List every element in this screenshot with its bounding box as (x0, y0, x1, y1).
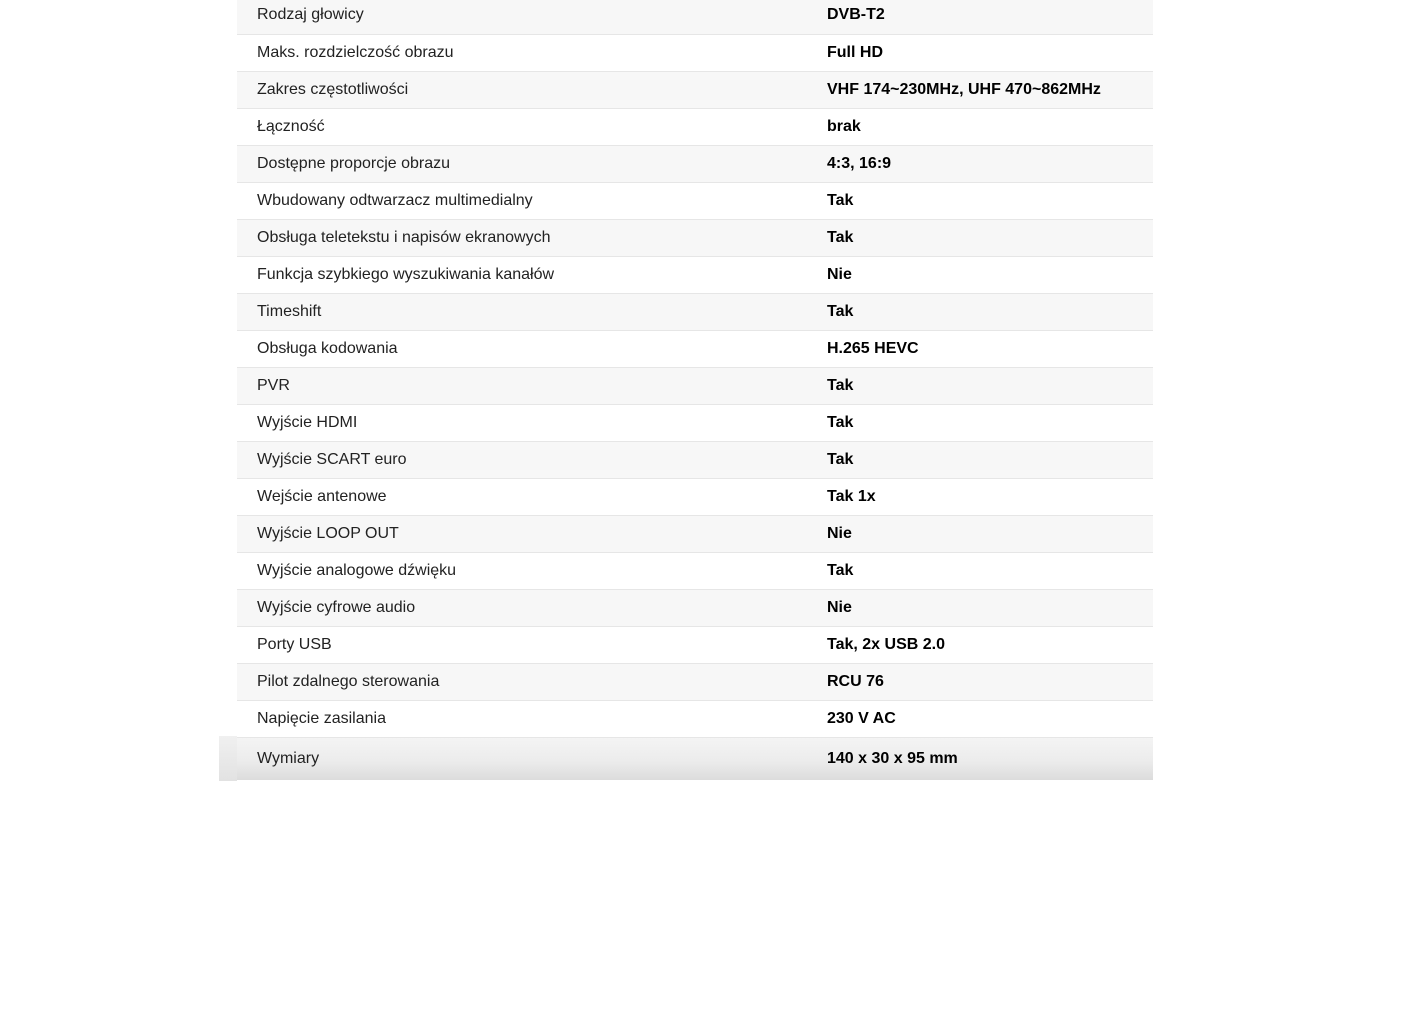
spec-label: Wyjście LOOP OUT (237, 515, 827, 552)
spec-label: PVR (237, 367, 827, 404)
spec-value: Nie (827, 589, 1153, 626)
table-row (237, 441, 1153, 478)
spec-value: 140 x 30 x 95 mm (827, 749, 958, 767)
spec-value: DVB-T2 (827, 0, 1153, 34)
spec-label: Funkcja szybkiego wyszukiwania kanałów (237, 256, 827, 293)
spec-value: Tak (827, 367, 1153, 404)
table-row (237, 0, 1153, 34)
spec-label: Obsługa kodowania (237, 330, 827, 367)
spec-label: Obsługa teletekstu i napisów ekranowych (237, 219, 827, 256)
spec-label: Wyjście SCART euro (237, 441, 827, 478)
spec-value: VHF 174~230MHz, UHF 470~862MHz (827, 71, 1153, 108)
table-row (237, 663, 1153, 700)
table-row (237, 293, 1153, 330)
spec-value: RCU 76 (827, 663, 1153, 700)
table-row (237, 71, 1153, 108)
table-row (237, 108, 1153, 145)
spec-value: Nie (827, 515, 1153, 552)
spec-value: brak (827, 108, 1153, 145)
spec-value: H.265 HEVC (827, 330, 1153, 367)
spec-label: Wyjście analogowe dźwięku (237, 552, 827, 589)
spec-value: Tak (827, 404, 1153, 441)
spec-value: Tak (827, 182, 1153, 219)
spec-label: Napięcie zasilania (237, 700, 827, 737)
spec-value: 4:3, 16:9 (827, 145, 1153, 182)
table-row (237, 552, 1153, 589)
table-row (237, 589, 1153, 626)
spec-label: Pilot zdalnego sterowania (237, 663, 827, 700)
spec-value: Tak (827, 293, 1153, 330)
spec-value: 230 V AC (827, 700, 1153, 737)
spec-value: Tak 1x (827, 478, 1153, 515)
table-row (237, 737, 1153, 780)
spec-label: Zakres częstotliwości (237, 71, 827, 108)
table-row (237, 700, 1153, 737)
spec-label: Timeshift (237, 293, 827, 330)
spec-label: Dostępne proporcje obrazu (237, 145, 827, 182)
last-row-left-shade (219, 736, 237, 781)
table-row (237, 219, 1153, 256)
spec-label: Maks. rozdzielczość obrazu (237, 34, 827, 71)
spec-label: Wbudowany odtwarzacz multimedialny (237, 182, 827, 219)
spec-value: Nie (827, 256, 1153, 293)
spec-value: Tak (827, 441, 1153, 478)
spec-value: Full HD (827, 34, 1153, 71)
table-row (237, 145, 1153, 182)
spec-label: Wyjście cyfrowe audio (237, 589, 827, 626)
spec-label: Wyjście HDMI (237, 404, 827, 441)
spec-value: Tak, 2x USB 2.0 (827, 626, 1153, 663)
spec-label: Wejście antenowe (237, 478, 827, 515)
table-row (237, 626, 1153, 663)
spec-value: Tak (827, 552, 1153, 589)
table-row (237, 330, 1153, 367)
table-row (237, 515, 1153, 552)
table-row (237, 34, 1153, 71)
spec-label: Rodzaj głowicy (237, 0, 827, 34)
table-row (237, 478, 1153, 515)
spec-value: Tak (827, 219, 1153, 256)
table-row (237, 404, 1153, 441)
spec-table (237, 0, 1153, 780)
spec-label: Porty USB (237, 626, 827, 663)
spec-label: Łączność (237, 108, 827, 145)
spec-table-body (237, 0, 1153, 780)
table-row (237, 182, 1153, 219)
table-row (237, 367, 1153, 404)
table-row (237, 256, 1153, 293)
spec-label: Wymiary (257, 749, 320, 767)
